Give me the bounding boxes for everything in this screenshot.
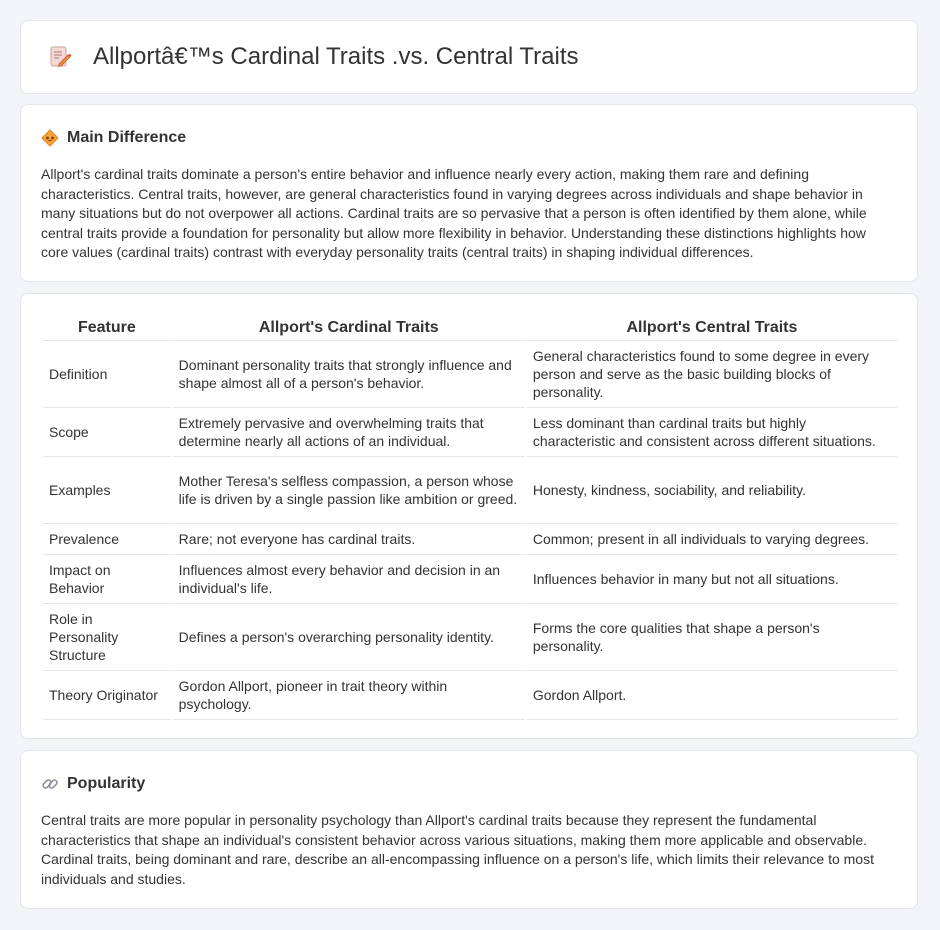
- central-cell: Honesty, kindness, sociability, and reliability.: [527, 457, 897, 524]
- popularity-header: [41, 773, 897, 795]
- header-feature: Feature: [43, 314, 171, 341]
- comparison-table: [41, 314, 899, 720]
- cardinal-cell: Dominant personality traits that strongly influence and shape almost all of a person's behavior.: [173, 341, 525, 408]
- document-pencil-icon: [47, 44, 73, 70]
- diamond-icon: [41, 129, 59, 147]
- table-row: [43, 604, 897, 671]
- cardinal-cell: Mother Teresa's selfless compassion, a person whose life is driven by a single passion like ambition or greed.: [173, 457, 525, 524]
- main-difference-card: [20, 104, 918, 282]
- cardinal-cell: Rare; not everyone has cardinal traits.: [173, 524, 525, 555]
- popularity-card: [20, 750, 918, 909]
- cardinal-cell: Extremely pervasive and overwhelming traits that determine nearly all actions of an individual.: [173, 408, 525, 457]
- central-cell: General characteristics found to some degree in every person and serve as the basic building blocks of personality.: [527, 341, 897, 408]
- feature-cell: Definition: [43, 341, 171, 408]
- table-row: [43, 408, 897, 457]
- main-difference-title: Main Difference: [67, 129, 187, 146]
- table-header-row: [43, 314, 897, 341]
- feature-cell: Examples: [43, 457, 171, 524]
- feature-cell: Scope: [43, 408, 171, 457]
- comparison-card: [20, 293, 918, 739]
- cardinal-cell: Defines a person's overarching personality identity.: [173, 604, 525, 671]
- table-row: [43, 671, 897, 720]
- title-card: [20, 20, 918, 94]
- feature-cell: Prevalence: [43, 524, 171, 555]
- table-row: [43, 555, 897, 604]
- popularity-title: Popularity: [67, 775, 146, 792]
- header-central: Allport's Central Traits: [527, 314, 897, 341]
- popularity-text: Central traits are more popular in personality psychology than Allport's cardinal traits because they represent the fundamental characteristics that shape an individual's consistent behavior across various situations, making them more applicable and observable. Cardinal traits, being dominant and rare, describe an all-encompassing influence on a person's life, which limits their relevance to most individuals and studies.: [41, 812, 874, 887]
- central-cell: Influences behavior in many but not all situations.: [527, 555, 897, 604]
- link-icon: [41, 775, 59, 793]
- cardinal-cell: Influences almost every behavior and decision in an individual's life.: [173, 555, 525, 604]
- header-cardinal: Allport's Cardinal Traits: [173, 314, 525, 341]
- feature-cell: Theory Originator: [43, 671, 171, 720]
- cardinal-cell: Gordon Allport, pioneer in trait theory within psychology.: [173, 671, 525, 720]
- table-row: [43, 457, 897, 524]
- central-cell: Forms the core qualities that shape a person's personality.: [527, 604, 897, 671]
- main-difference-text: Allport's cardinal traits dominate a person's entire behavior and influence nearly every action, making them rare and defining characteristics. Central traits, however, are general characteristics found in varying degrees across individuals and shape behavior in many situations but do not overpower all actions. Cardinal traits are so pervasive that a person is often identified by them alone, while central traits provide a foundation for personality but allow more flexibility in behavior. Understanding these distinctions highlights how core values (cardinal traits) contrast with everyday personality traits (central traits) in shaping individual differences.: [41, 166, 867, 261]
- main-difference-header: [41, 127, 897, 149]
- central-cell: Less dominant than cardinal traits but highly characteristic and consistent across different situations.: [527, 408, 897, 457]
- feature-cell: Role in Personality Structure: [43, 604, 171, 671]
- table-row: [43, 341, 897, 408]
- feature-cell: Impact on Behavior: [43, 555, 171, 604]
- central-cell: Common; present in all individuals to varying degrees.: [527, 524, 897, 555]
- page-title: Allportâ€™s Cardinal Traits .vs. Central Traits: [93, 43, 579, 70]
- table-row: [43, 524, 897, 555]
- central-cell: Gordon Allport.: [527, 671, 897, 720]
